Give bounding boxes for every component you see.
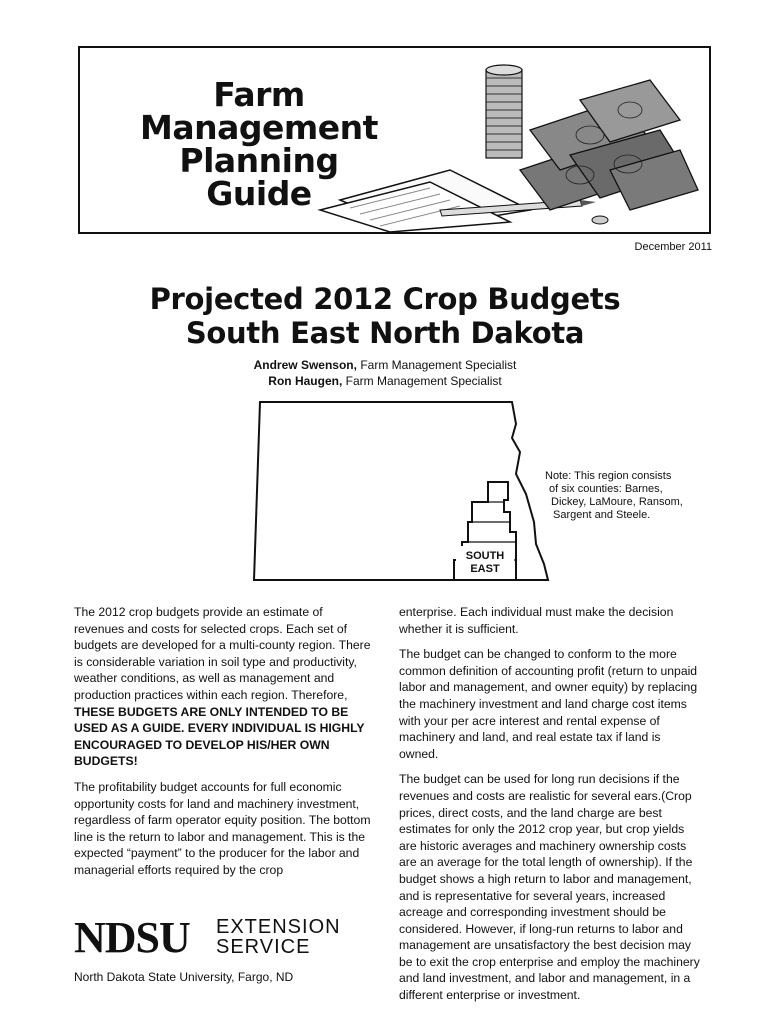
warning-text: THESE BUDGETS ARE ONLY INTENDED TO BE USED AS A GUIDE. EVERY INDIVIDUAL IS HIGHLY ENCOURAGED TO DEVELOP HIS/HER OWN BUDGETS! (74, 704, 365, 769)
body-column-left (74, 604, 374, 888)
north-dakota-map (250, 394, 560, 590)
publication-date: December 2011 (634, 241, 712, 253)
author-line (0, 373, 770, 389)
guide-title-line: Management (140, 108, 378, 147)
map-note-line: Note: This region consists (545, 470, 672, 482)
author-name: Ron Haugen, (268, 374, 343, 388)
money-illustration (280, 60, 700, 232)
author-role: Farm Management Specialist (360, 358, 517, 372)
map-note-line: of six counties: Barnes, (549, 483, 663, 495)
paragraph: The profitability budget accounts for full economic opportunity costs for land and machinery investment, regardless of farm operator equity position. The bottom line is the return to labor and management. This is the expected “payment” to the producer for the labor and managerial efforts required by the crop (74, 779, 371, 877)
logo-extension-service (216, 917, 341, 957)
map-note-line: Sargent and Steele. (553, 509, 651, 521)
author-role: Farm Management Specialist (345, 374, 502, 388)
map-note-line: Dickey, LaMoure, Ransom, (551, 496, 683, 508)
map-note (545, 470, 705, 522)
paragraph: enterprise. Each individual must make the decision whether it is sufficient. (399, 605, 674, 636)
body-column-right (399, 604, 703, 1013)
region-label-east: EAST (470, 563, 500, 575)
title-line-2: South East North Dakota (185, 316, 585, 350)
paragraph-text: The 2012 crop budgets provide an estimate of revenues and costs for selected crops. Each set of budgets are developed for a multi-county region. There is considerable variation in soil type and productivity, weather conditions, as well as management and production practices within each region. Therefore, (74, 605, 371, 702)
document-title (0, 282, 770, 350)
university-name: North Dakota State University, Fargo, ND (74, 970, 294, 984)
guide-title-line: Planning (179, 141, 339, 180)
title-line-1: Projected 2012 Crop Budgets (149, 282, 621, 316)
author-list (0, 357, 770, 389)
logo-ndsu: NDSU (74, 913, 190, 962)
guide-title-line: Farm (213, 75, 305, 114)
guide-title-line: Guide (206, 174, 312, 213)
paragraph (74, 604, 374, 770)
masthead-box (78, 46, 711, 234)
author-name: Andrew Swenson, (253, 358, 357, 372)
region-label-south: SOUTH (465, 550, 505, 562)
ndsu-extension-logo (74, 915, 364, 961)
paragraph: The budget can be changed to conform to the more common definition of accounting profit (return to unpaid labor and management, and owner equity) by replacing the machinery investment and land charge cost items with your per acre interest and rental expense of machinery and land, and real estate tax if land is owned. (399, 647, 698, 761)
paragraph: The budget can be used for long run decisions if the revenues and costs are realistic for several ears.(Crop prices, direct costs, and the land charge are best estimates for only the 2012 crop year, but crop yields are historic averages and machinery ownership costs are an average for the total length of ownership). If the budget shows a high return to labor and management, and is representative for several years, increased acreage and corresponding investment should be considered. However, if long-run returns to labor and management are unsatisfactory the best decision may be to exit the crop enterprise and employ the machinery and land investment, and labor and management, in a different enterprise or investment. (399, 772, 700, 1003)
author-line (0, 357, 770, 373)
logo-extension: EXTENSION (216, 916, 341, 938)
logo-service: SERVICE (216, 936, 311, 958)
